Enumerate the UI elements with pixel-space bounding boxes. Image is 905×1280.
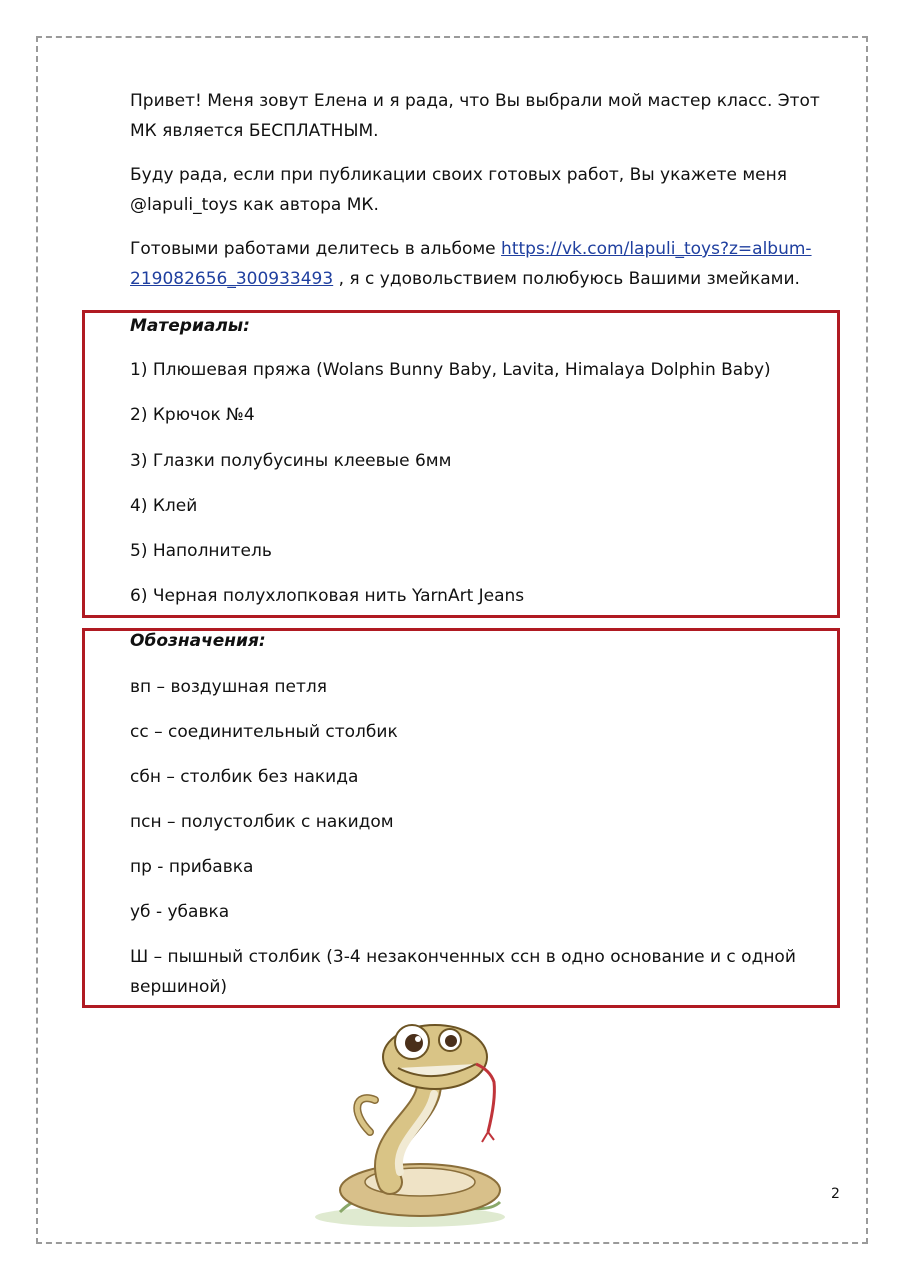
legend-item-ub: уб - убавка: [130, 902, 230, 922]
legend-title: Обозначения:: [130, 631, 266, 651]
intro-paragraph-2: Буду рада, если при публикации своих готовых работ, Вы укажете меня @lapuli_toys как автора МК.: [130, 165, 787, 215]
album-link[interactable]: https://vk.com/lapuli_toys?z=album-219082656_300933493: [130, 239, 812, 289]
intro-paragraph-3: [130, 234, 830, 294]
legend-item-pr: пр - прибавка: [130, 857, 254, 877]
intro-paragraph-1: Привет! Меня зовут Елена и я рада, что Вы выбрали мой мастер класс. Этот МК является БЕСПЛАТНЫМ.: [130, 91, 820, 141]
legend-item-vp: вп – воздушная петля: [130, 677, 328, 697]
legend-item-psn: псн – полустолбик с накидом: [130, 812, 394, 832]
materials-item-2: 2) Крючок №4: [130, 405, 255, 425]
materials-item-3: 3) Глазки полубусины клеевые 6мм: [130, 451, 452, 471]
materials-item-5: 5) Наполнитель: [130, 541, 272, 561]
materials-title: Материалы:: [130, 316, 250, 336]
legend-item-sh: Ш – пышный столбик (3-4 незаконченных ссн в одно основание и с одной вершиной): [130, 947, 796, 997]
snake-illustration-icon: [300, 1012, 530, 1232]
page-number: 2: [831, 1186, 840, 1202]
album-text-after: , я с удовольствием полюбуюсь Вашими змейками.: [333, 269, 800, 289]
legend-item-sbn: сбн – столбик без накида: [130, 767, 359, 787]
materials-item-6: 6) Черная полухлопковая нить YarnArt Jeans: [130, 586, 525, 606]
album-text-before: Готовыми работами делитесь в альбоме: [130, 239, 502, 259]
materials-item-1: 1) Плюшевая пряжа (Wolans Bunny Baby, Lavita, Himalaya Dolphin Baby): [130, 360, 771, 380]
materials-item-4: 4) Клей: [130, 496, 198, 516]
legend-item-ss: сс – соединительный столбик: [130, 722, 398, 742]
